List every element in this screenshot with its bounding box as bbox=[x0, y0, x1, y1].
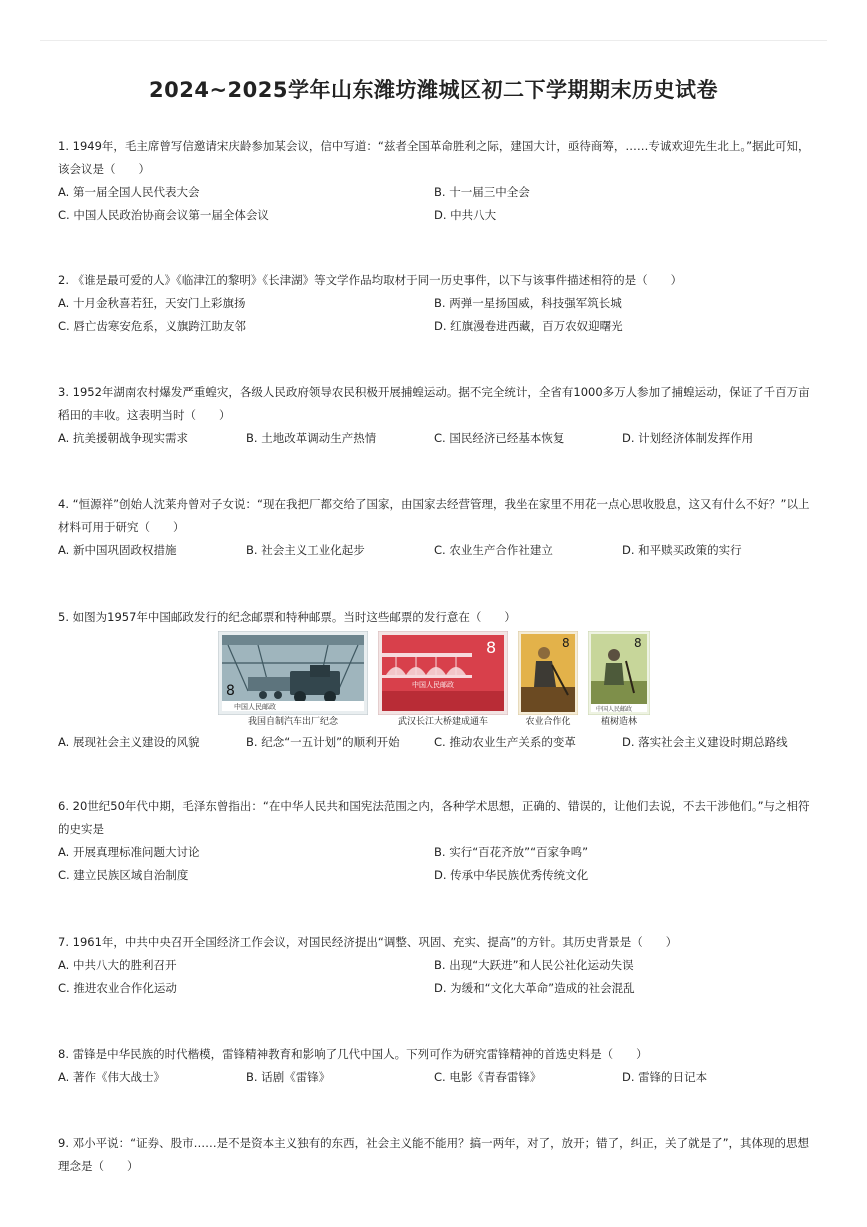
option-b[interactable]: B. 实行“百花齐放”“百家争鸣” bbox=[434, 845, 589, 859]
option-d[interactable]: D. 传承中华民族优秀传统文化 bbox=[434, 868, 589, 882]
option-list bbox=[58, 292, 810, 338]
stamp-country: 中国人民邮政 bbox=[596, 706, 633, 713]
question-9 bbox=[58, 1132, 810, 1178]
question-stem: 7. 1961年，中共中央召开全国经济工作会议，对国民经济提出“调整、巩固、充实、提高”的方针。其历史背景是（ ） bbox=[58, 935, 678, 949]
option-c[interactable]: C. 推进农业合作化运动 bbox=[58, 981, 177, 995]
option-b[interactable]: B. 土地改革调动生产热情 bbox=[246, 431, 377, 445]
question-stem: 3. 1952年湖南农村爆发严重蝗灾，各级人民政府领导农民积极开展捕蝗运动。据不完全统计，全省有1000多万人参加了捕蝗运动，保证了千百万亩稻田的丰收。这表明当时（ ） bbox=[58, 385, 810, 422]
stamp-denomination: 8 bbox=[486, 638, 497, 657]
stamp-farmer bbox=[518, 631, 578, 728]
tree-planting-stamp-icon bbox=[588, 631, 650, 715]
stamp-caption: 农业合作化 bbox=[525, 717, 571, 727]
option-c[interactable]: C. 国民经济已经基本恢复 bbox=[434, 431, 565, 445]
option-d[interactable]: D. 落实社会主义建设时期总路线 bbox=[622, 735, 788, 749]
question-7 bbox=[58, 931, 810, 1000]
question-stem: 1. 1949年，毛主席曾写信邀请宋庆龄参加某会议，信中写道：“兹者全国革命胜利之际，建国大计，亟待商筹，……专诚欢迎先生北上。”据此可知，该会议是（ ） bbox=[58, 139, 810, 176]
stamp-tree-planting bbox=[588, 631, 650, 728]
option-c[interactable]: C. 中国人民政治协商会议第一届全体会议 bbox=[58, 208, 269, 222]
option-d[interactable]: D. 计划经济体制发挥作用 bbox=[622, 431, 754, 445]
stamp-figure bbox=[58, 631, 810, 731]
stamp-bridge bbox=[378, 631, 508, 728]
option-list bbox=[58, 181, 810, 227]
option-b[interactable]: B. 社会主义工业化起步 bbox=[246, 543, 365, 557]
option-a[interactable]: A. 第一届全国人民代表大会 bbox=[58, 185, 200, 199]
bridge-stamp-icon bbox=[378, 631, 508, 715]
option-a[interactable]: A. 著作《伟大战士》 bbox=[58, 1070, 165, 1084]
question-8 bbox=[58, 1043, 810, 1089]
option-d[interactable]: D. 和平赎买政策的实行 bbox=[622, 543, 742, 557]
option-b[interactable]: B. 纪念“一五计划”的顺利开始 bbox=[246, 735, 400, 749]
option-b[interactable]: B. 十一届三中全会 bbox=[434, 185, 530, 199]
stamp-country: 中国人民邮政 bbox=[234, 703, 276, 711]
question-2 bbox=[58, 269, 810, 338]
stamp-denomination: 8 bbox=[562, 636, 570, 650]
option-c[interactable]: C. 建立民族区域自治制度 bbox=[58, 868, 189, 882]
question-stem: 4. “恒源祥”创始人沈莱舟曾对子女说：“现在我把厂都交给了国家，由国家去经营管理，我坐在家里不用花一点心思收股息，这又有什么不好？”以上材料可用于研究（ ） bbox=[58, 497, 810, 534]
question-4 bbox=[58, 493, 810, 562]
option-c[interactable]: C. 农业生产合作社建立 bbox=[434, 543, 553, 557]
option-d[interactable]: D. 雷锋的日记本 bbox=[622, 1070, 708, 1084]
question-stem: 9. 邓小平说：“证券、股市……是不是资本主义独有的东西，社会主义能不能用？搞一两年，对了，放开；错了，纠正，关了就是了”，其体现的思想理念是（ ） bbox=[58, 1136, 810, 1173]
question-6 bbox=[58, 795, 810, 887]
option-list bbox=[58, 1066, 810, 1089]
top-divider bbox=[40, 40, 827, 41]
option-a[interactable]: A. 新中国巩固政权措施 bbox=[58, 543, 177, 557]
question-1 bbox=[58, 135, 810, 227]
question-stem: 6. 20世纪50年代中期，毛泽东曾指出：“在中华人民共和国宪法范围之内，各种学术思想，正确的、错误的，让他们去说，不去干涉他们。”与之相符的史实是 bbox=[58, 799, 810, 836]
question-5 bbox=[58, 606, 810, 754]
option-a[interactable]: A. 中共八大的胜利召开 bbox=[58, 958, 177, 972]
option-a[interactable]: A. 展现社会主义建设的风貌 bbox=[58, 735, 200, 749]
option-c[interactable]: C. 推动农业生产关系的变革 bbox=[434, 735, 576, 749]
option-list bbox=[58, 539, 810, 562]
option-d[interactable]: D. 中共八大 bbox=[434, 208, 497, 222]
stamp-truck bbox=[218, 631, 368, 728]
truck-stamp-icon bbox=[218, 631, 368, 715]
option-c[interactable]: C. 唇亡齿寒安危系，义旗跨江助友邻 bbox=[58, 319, 246, 333]
stamp-denomination: 8 bbox=[634, 636, 642, 650]
page-title: 2024~2025学年山东潍坊潍城区初二下学期期末历史试卷 bbox=[149, 78, 718, 102]
question-stem: 2. 《谁是最可爱的人》《临津江的黎明》《长津湖》等文学作品均取材于同一历史事件，以下与该事件描述相符的是（ ） bbox=[58, 273, 683, 287]
stamp-country: 中国人民邮政 bbox=[412, 681, 454, 689]
question-3 bbox=[58, 381, 810, 450]
option-b[interactable]: B. 出现“大跃进”和人民公社化运动失误 bbox=[434, 958, 634, 972]
option-list bbox=[58, 954, 810, 1000]
stamp-denomination: 8 bbox=[226, 683, 235, 699]
option-d[interactable]: D. 为缓和“文化大革命”造成的社会混乱 bbox=[434, 981, 635, 995]
option-a[interactable]: A. 开展真理标准问题大讨论 bbox=[58, 845, 200, 859]
stamp-caption: 植树造林 bbox=[600, 717, 637, 727]
option-c[interactable]: C. 电影《青春雷锋》 bbox=[434, 1070, 542, 1084]
option-list bbox=[58, 731, 810, 754]
stamp-caption: 武汉长江大桥建成通车 bbox=[397, 717, 488, 727]
option-list bbox=[58, 427, 810, 450]
option-a[interactable]: A. 十月金秋喜若狂，天安门上彩旗扬 bbox=[58, 296, 246, 310]
option-list bbox=[58, 841, 810, 887]
option-d[interactable]: D. 红旗漫卷进西藏，百万农奴迎曙光 bbox=[434, 319, 623, 333]
option-b[interactable]: B. 话剧《雷锋》 bbox=[246, 1070, 331, 1084]
option-a[interactable]: A. 抗美援朝战争现实需求 bbox=[58, 431, 188, 445]
option-b[interactable]: B. 两弹一星扬国威，科技强军筑长城 bbox=[434, 296, 622, 310]
stamp-caption: 我国自制汽车出厂纪念 bbox=[247, 717, 338, 727]
farmer-stamp-icon bbox=[518, 631, 578, 715]
question-stem: 5. 如图为1957年中国邮政发行的纪念邮票和特种邮票。当时这些邮票的发行意在（ ） bbox=[58, 610, 516, 624]
question-stem: 8. 雷锋是中华民族的时代楷模，雷锋精神教育和影响了几代中国人。下列可作为研究雷锋精神的首选史料是（ ） bbox=[58, 1047, 648, 1061]
